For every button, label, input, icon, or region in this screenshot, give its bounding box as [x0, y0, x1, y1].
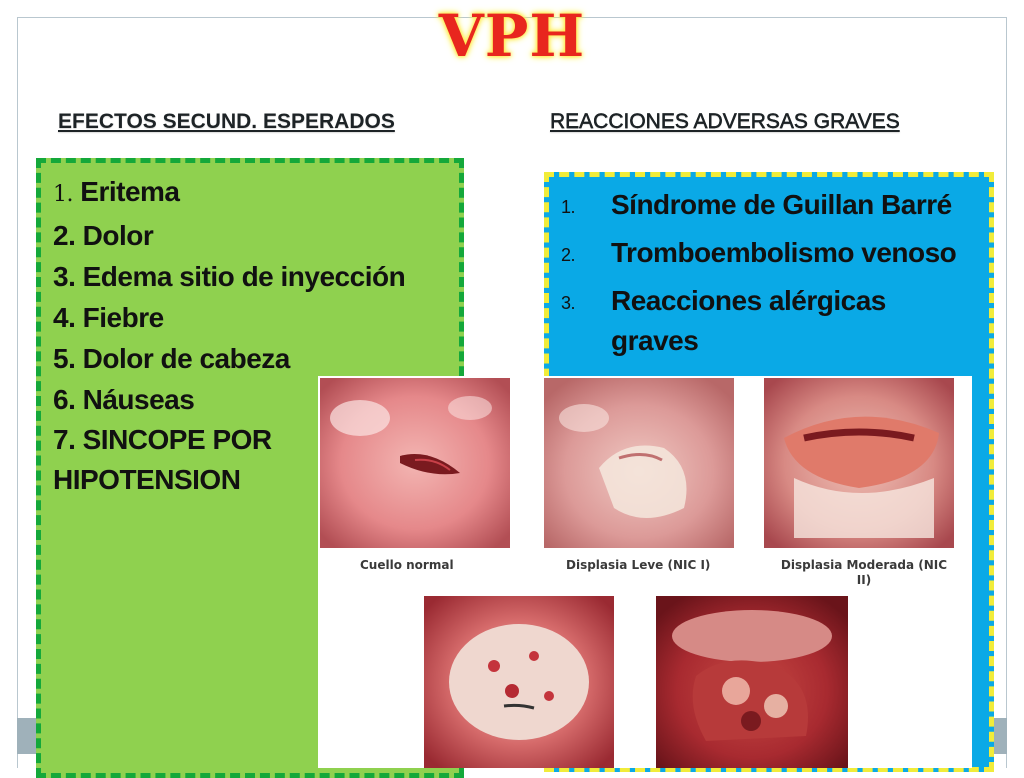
- list-item: 2. Dolor: [53, 220, 154, 251]
- cervix-photos-panel: [318, 376, 972, 768]
- cervix-mild-dysplasia-photo: [544, 378, 734, 548]
- caption-moderate: Displasia Moderada (NIC II): [780, 558, 948, 587]
- cervix-normal-photo: [320, 378, 510, 548]
- list-item: 1. Síndrome de Guillan Barré: [561, 189, 952, 220]
- list-item: 2. Tromboembolismo venoso: [561, 237, 957, 268]
- heading-expected-effects: EFECTOS SECUND. ESPERADOS: [58, 110, 395, 133]
- list-item: 4. Fiebre: [53, 302, 164, 333]
- cervix-carcinoma-photo: [656, 596, 848, 768]
- list-item: 3. Reacciones alérgicas graves: [561, 285, 886, 356]
- caption-normal: Cuello normal: [360, 558, 454, 572]
- list-item: 3. Edema sitio de inyección: [53, 261, 406, 292]
- caption-mild: Displasia Leve (NIC I): [566, 558, 711, 572]
- list-item: 6. Náuseas: [53, 384, 195, 415]
- list-item: 1. Eritema: [53, 176, 180, 207]
- slide-title: VPH: [438, 2, 586, 70]
- cervix-severe-photo: [424, 596, 614, 768]
- cervix-moderate-dysplasia-photo: [764, 378, 954, 548]
- list-item: 5. Dolor de cabeza: [53, 343, 290, 374]
- slide-footer-band-left: [17, 718, 37, 754]
- adverse-reactions-list: [557, 185, 971, 369]
- list-item: 7. SINCOPE POR HIPOTENSION: [53, 424, 272, 495]
- heading-adverse-reactions: REACCIONES ADVERSAS GRAVES: [550, 110, 900, 133]
